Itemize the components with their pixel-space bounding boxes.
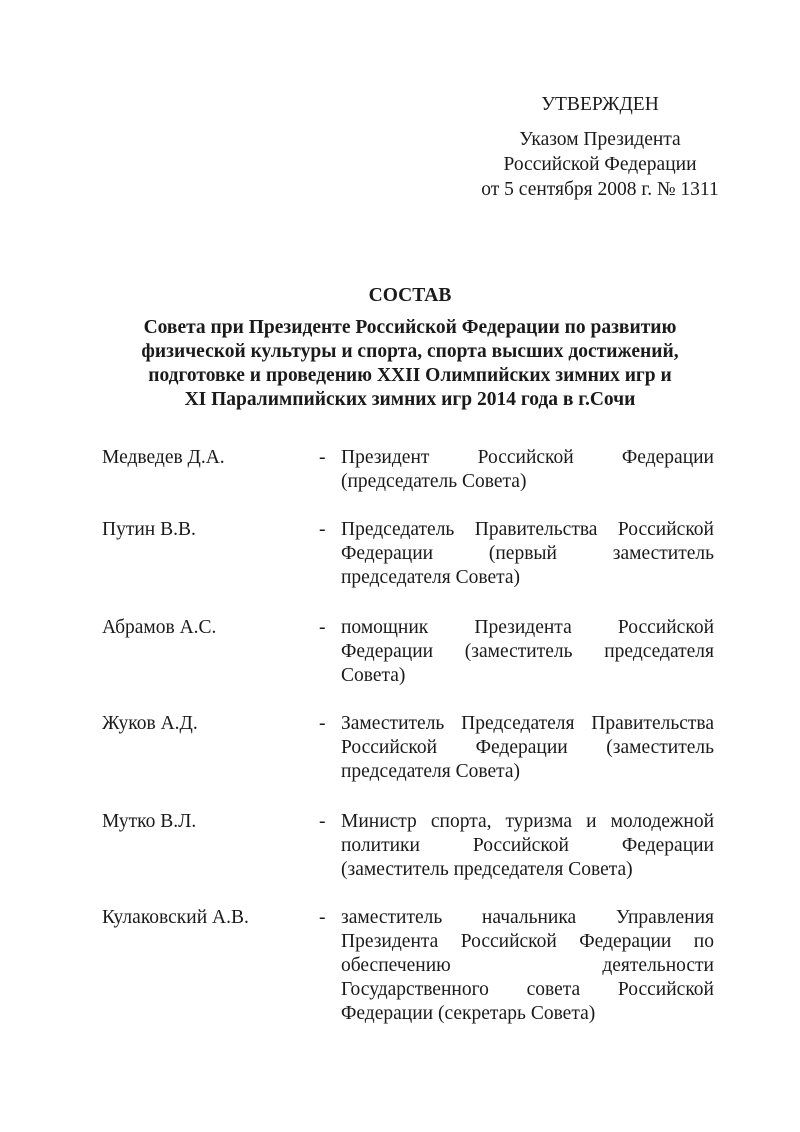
- member-role: заместитель начальника Управления Президента Российской Федерации по обеспечению деятельности Государственного совета Российской Федерации (секретарь Совета): [341, 907, 714, 1024]
- member-name: Медведев Д.А.: [102, 447, 225, 468]
- member-dash: -: [319, 519, 326, 540]
- member-role: Президент Российской Федерации (председатель Совета): [341, 447, 714, 492]
- approval-block: [440, 92, 760, 202]
- member-dash: -: [319, 617, 326, 638]
- member-role: Заместитель Председателя Правительства Российской Федерации (заместитель председателя Совета): [341, 713, 714, 782]
- title-line: Совета при Президенте Российской Федерации по развитию: [143, 317, 677, 338]
- approval-line: от 5 сентября 2008 г. № 1311: [481, 179, 719, 200]
- title-line: подготовке и проведению XXII Олимпийских зимних игр и: [148, 365, 672, 386]
- member-dash: -: [319, 447, 326, 468]
- title-line: XI Паралимпийских зимних игр 2014 года в г.Сочи: [184, 389, 636, 410]
- member-name: Путин В.В.: [102, 519, 196, 540]
- approval-line: Российской Федерации: [503, 154, 697, 175]
- member-name: Жуков А.Д.: [102, 713, 198, 734]
- title-line: физической культуры и спорта, спорта высших достижений,: [141, 341, 679, 362]
- member-role: Министр спорта, туризма и молодежной политики Российской Федерации (заместитель председателя Совета): [341, 811, 714, 880]
- approval-line: Указом Президента: [519, 129, 681, 150]
- member-role: помощник Президента Российской Федерации (заместитель председателя Совета): [341, 617, 714, 686]
- member-dash: -: [319, 811, 326, 832]
- member-name: Кулаковский А.В.: [102, 907, 249, 928]
- document-title: [60, 284, 760, 412]
- member-dash: -: [319, 713, 326, 734]
- member-role: Председатель Правительства Российской Федерации (первый заместитель председателя Совета): [341, 519, 714, 588]
- member-name: Абрамов А.С.: [102, 617, 217, 638]
- member-name: Мутко В.Л.: [102, 811, 197, 832]
- member-dash: -: [319, 907, 326, 928]
- title-heading: СОСТАВ: [368, 285, 452, 306]
- approval-stamp: УТВЕРЖДЕН: [541, 94, 659, 115]
